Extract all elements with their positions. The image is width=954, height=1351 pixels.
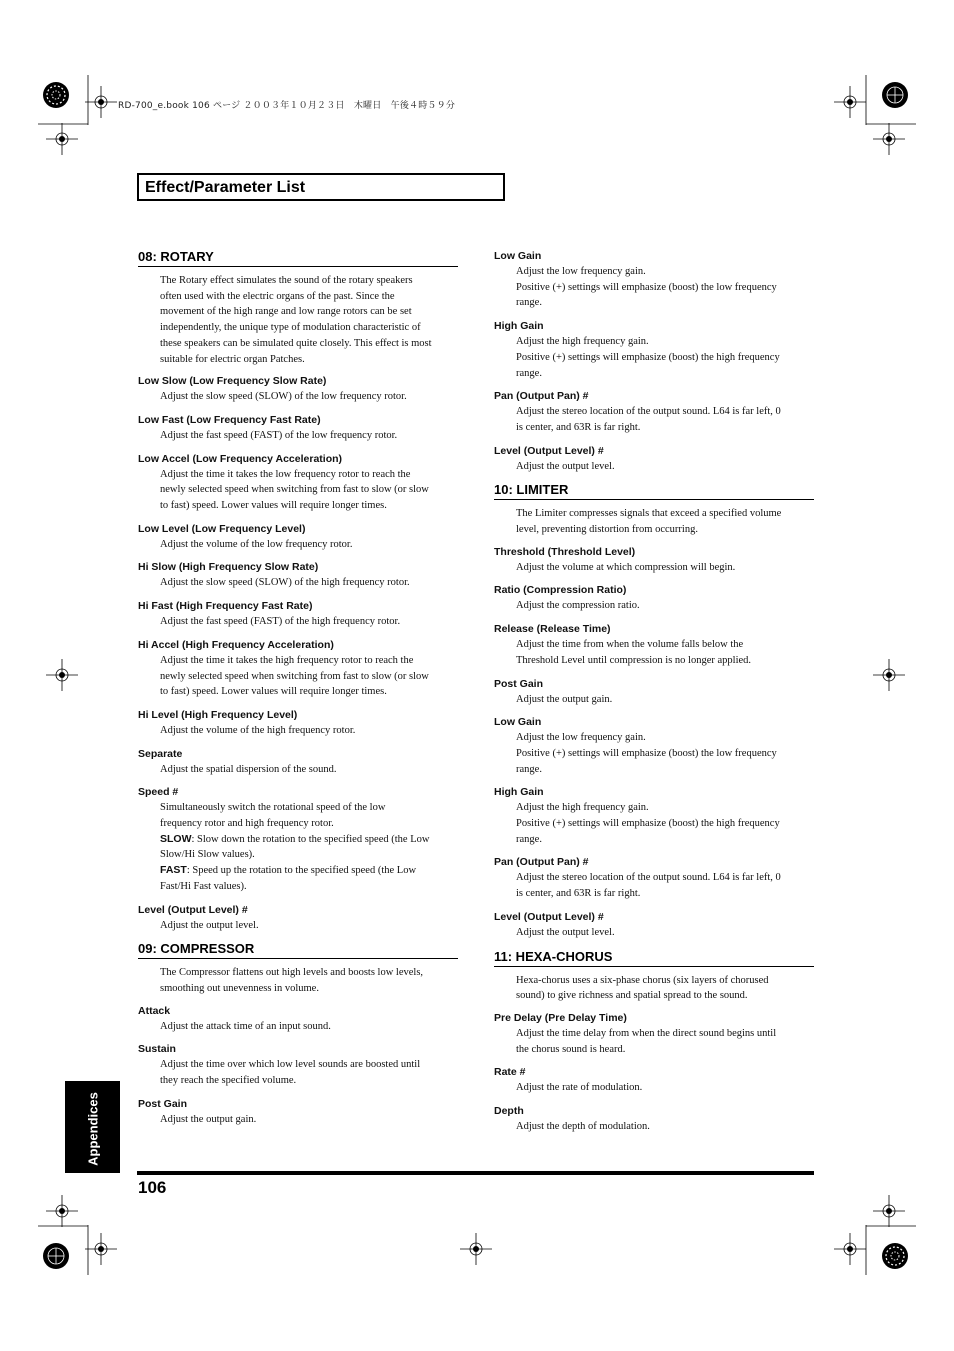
parameter-item bbox=[138, 560, 458, 591]
parameter-description-text: Positive (+) settings will emphasize (boost) the high frequency bbox=[516, 351, 780, 363]
parameter-name: Hi Slow (High Frequency Slow Rate) bbox=[138, 561, 319, 574]
parameter-description-text: range. bbox=[516, 297, 542, 309]
parameter-item bbox=[494, 910, 814, 941]
parameter-description bbox=[516, 295, 814, 311]
parameter-description bbox=[516, 560, 814, 576]
parameter-description-text: is center, and 63R is far right. bbox=[516, 421, 641, 433]
parameter-item bbox=[138, 638, 458, 700]
parameter-description-text: : Slow down the rotation to the specified speed (the Low bbox=[191, 833, 430, 845]
parameter-name: Level (Output Level) # bbox=[494, 444, 604, 457]
parameter-value-keyword: SLOW bbox=[160, 832, 192, 845]
parameter-description-text: range. bbox=[516, 367, 542, 379]
parameter-description bbox=[516, 832, 814, 848]
parameter-description bbox=[516, 730, 814, 746]
parameter-name: Ratio (Compression Ratio) bbox=[494, 584, 627, 597]
section-title-box bbox=[137, 173, 505, 201]
parameter-item bbox=[138, 1004, 458, 1035]
parameter-name: Low Level (Low Frequency Level) bbox=[138, 522, 306, 535]
parameter-description bbox=[516, 1042, 814, 1058]
parameter-description-text: Adjust the fast speed (FAST) of the high frequency rotor. bbox=[160, 616, 401, 628]
parameter-description-text: Positive (+) settings will emphasize (boost) the low frequency bbox=[516, 747, 777, 759]
parameter-name: Speed # bbox=[138, 786, 179, 799]
parameter-description bbox=[516, 350, 814, 366]
intro-line: sound) to give richness and spatial spread to the sound. bbox=[516, 990, 748, 1002]
parameter-description bbox=[516, 334, 814, 350]
parameter-name: Release (Release Time) bbox=[494, 623, 611, 636]
parameter-description-text: Threshold Level until compression is no longer applied. bbox=[516, 654, 752, 666]
parameter-description bbox=[516, 420, 814, 436]
parameter-name: Hi Fast (High Frequency Fast Rate) bbox=[138, 600, 313, 613]
parameter-description-text: Adjust the slow speed (SLOW) of the high frequency rotor. bbox=[160, 577, 410, 589]
parameter-name: Sustain bbox=[138, 1043, 176, 1056]
parameter-description-text: Adjust the slow speed (SLOW) of the low frequency rotor. bbox=[160, 391, 407, 403]
parameter-description-text: Adjust the time over which low level sounds are boosted until bbox=[160, 1059, 421, 1071]
parameter-description bbox=[160, 762, 458, 778]
parameter-value-keyword: FAST bbox=[160, 864, 187, 877]
parameter-description-text: Adjust the high frequency gain. bbox=[516, 336, 649, 348]
parameter-name: Threshold (Threshold Level) bbox=[494, 545, 636, 558]
parameter-name: Depth bbox=[494, 1105, 524, 1118]
parameter-description-text: Adjust the volume at which compression will begin. bbox=[516, 561, 736, 573]
intro-line: Hexa-chorus uses a six-phase chorus (six layers of chorused bbox=[516, 974, 769, 986]
parameter-name: Pan (Output Pan) # bbox=[494, 390, 589, 403]
parameter-description-text: the chorus sound is heard. bbox=[516, 1043, 626, 1055]
parameter-description bbox=[160, 684, 458, 700]
intro-line: The Rotary effect simulates the sound of the rotary speakers bbox=[160, 275, 413, 286]
parameter-description-text: Adjust the stereo location of the output sound. L64 is far left, 0 bbox=[516, 872, 781, 884]
print-header: RD-700_e.book 106 ページ ２００３年１０月２３日 木曜日 午後４時５９分 bbox=[118, 101, 456, 111]
parameter-description bbox=[516, 870, 814, 886]
parameter-name: Low Slow (Low Frequency Slow Rate) bbox=[138, 375, 327, 388]
parameter-name: Separate bbox=[138, 747, 183, 760]
parameter-description-text: to fast) speed. Lower values will require longer times. bbox=[160, 500, 387, 512]
parameter-description bbox=[160, 1019, 458, 1035]
parameter-description-text: Adjust the depth of modulation. bbox=[516, 1121, 650, 1133]
parameter-description bbox=[516, 366, 814, 382]
registration-burst-top-right bbox=[882, 82, 908, 108]
parameter-description-text: frequency rotor and high frequency rotor. bbox=[160, 818, 334, 830]
parameter-description-text: range. bbox=[516, 833, 542, 845]
parameter-description-text: : Speed up the rotation to the specified speed (the Low bbox=[186, 865, 417, 877]
registration-burst-bottom-left bbox=[43, 1243, 69, 1269]
parameter-item bbox=[494, 389, 814, 435]
parameter-description-text: Adjust the volume of the low frequency rotor. bbox=[160, 538, 353, 550]
parameter-item bbox=[138, 903, 458, 934]
parameter-name: Hi Accel (High Frequency Acceleration) bbox=[138, 638, 334, 651]
parameter-description bbox=[160, 800, 458, 816]
parameter-description bbox=[160, 816, 458, 832]
parameter-description bbox=[516, 404, 814, 420]
section-intro bbox=[516, 506, 814, 537]
parameter-name: Pan (Output Pan) # bbox=[494, 856, 589, 869]
parameter-name: Post Gain bbox=[494, 677, 544, 690]
parameter-description bbox=[160, 863, 458, 879]
intro-line: smoothing out unevenness in volume. bbox=[160, 982, 319, 994]
parameter-description bbox=[516, 280, 814, 296]
effect-section bbox=[494, 949, 814, 1135]
parameter-description bbox=[516, 1026, 814, 1042]
parameter-description bbox=[160, 428, 458, 444]
parameter-description bbox=[160, 847, 458, 863]
parameter-description-text: Adjust the output level. bbox=[516, 926, 615, 938]
appendices-tab bbox=[65, 1081, 120, 1173]
parameter-item bbox=[494, 785, 814, 847]
parameter-description bbox=[516, 653, 814, 669]
parameter-description-text: Adjust the high frequency gain. bbox=[516, 802, 649, 814]
section-intro bbox=[160, 273, 458, 367]
parameter-description-text: Adjust the time from when the volume falls below the bbox=[516, 639, 744, 651]
parameter-description bbox=[516, 886, 814, 902]
page-number: 106 bbox=[138, 1178, 167, 1197]
effect-section bbox=[494, 482, 814, 940]
parameter-name: High Gain bbox=[494, 786, 544, 799]
parameter-name: Low Accel (Low Frequency Acceleration) bbox=[138, 452, 343, 465]
parameter-item bbox=[494, 319, 814, 381]
parameter-description bbox=[516, 264, 814, 280]
section-intro bbox=[516, 973, 814, 1004]
section-intro bbox=[160, 965, 458, 996]
parameter-description-text: Adjust the low frequency gain. bbox=[516, 732, 646, 744]
page-title: Effect/Parameter List bbox=[145, 179, 306, 196]
parameter-description-text: Positive (+) settings will emphasize (boost) the low frequency bbox=[516, 281, 777, 293]
parameter-description-text: Slow/Hi Slow values). bbox=[160, 849, 255, 861]
intro-line: The Limiter compresses signals that exceed a specified volume bbox=[516, 508, 782, 520]
parameter-description bbox=[160, 575, 458, 591]
parameter-description-text: Adjust the attack time of an input sound. bbox=[160, 1020, 331, 1032]
parameter-description-text: newly selected speed when switching from fast to slow (or slow bbox=[160, 484, 429, 496]
parameter-description bbox=[516, 925, 814, 941]
intro-line: suitable for electric organ Patches. bbox=[160, 353, 305, 365]
parameter-description bbox=[160, 723, 458, 739]
parameter-description-text: Adjust the rate of modulation. bbox=[516, 1082, 643, 1094]
parameter-description-text: Adjust the output level. bbox=[516, 460, 615, 472]
parameter-description-text: Adjust the output gain. bbox=[160, 1113, 257, 1125]
section-heading: 09: COMPRESSOR bbox=[138, 941, 458, 959]
parameter-description bbox=[160, 1112, 458, 1128]
parameter-item bbox=[494, 1011, 814, 1057]
parameter-item bbox=[138, 374, 458, 405]
parameter-item bbox=[138, 708, 458, 739]
parameter-description bbox=[160, 832, 458, 848]
registration-burst-top-left bbox=[43, 82, 69, 108]
parameter-description bbox=[160, 614, 458, 630]
parameter-item bbox=[138, 413, 458, 444]
parameter-description-text: Adjust the low frequency gain. bbox=[516, 266, 646, 277]
parameter-item bbox=[494, 622, 814, 668]
intro-line: these speakers can be simulated quite closely. This effect is most bbox=[160, 337, 432, 349]
parameter-description-text: Positive (+) settings will emphasize (boost) the high frequency bbox=[516, 818, 780, 830]
parameter-description bbox=[160, 537, 458, 553]
parameter-name: Rate # bbox=[494, 1066, 526, 1079]
section-heading: 08: ROTARY bbox=[138, 249, 458, 267]
parameter-description bbox=[160, 669, 458, 685]
effect-section bbox=[138, 249, 458, 933]
parameter-description bbox=[516, 1119, 814, 1135]
parameter-item bbox=[494, 249, 814, 311]
parameter-description-text: Adjust the volume of the high frequency rotor. bbox=[160, 724, 356, 736]
parameter-description bbox=[516, 816, 814, 832]
parameter-name: Pre Delay (Pre Delay Time) bbox=[494, 1011, 627, 1024]
parameter-description bbox=[160, 1057, 458, 1073]
intro-line: level, preventing distortion from occurring. bbox=[516, 524, 698, 536]
parameter-description bbox=[160, 389, 458, 405]
parameter-item bbox=[494, 1104, 814, 1135]
parameter-description bbox=[516, 598, 814, 614]
parameter-item bbox=[138, 522, 458, 553]
parameter-description bbox=[516, 762, 814, 778]
parameter-description-text: Adjust the stereo location of the output sound. L64 is far left, 0 bbox=[516, 406, 781, 418]
section-heading: 11: HEXA-CHORUS bbox=[494, 949, 814, 967]
parameter-description bbox=[160, 653, 458, 669]
intro-line: often used with the electric organs of the past. Since the bbox=[160, 290, 395, 302]
parameter-item bbox=[138, 452, 458, 514]
parameter-description bbox=[160, 482, 458, 498]
parameter-description-text: Adjust the time it takes the high frequency rotor to reach the bbox=[160, 654, 414, 666]
parameter-item bbox=[494, 677, 814, 708]
parameter-description bbox=[516, 459, 814, 475]
parameter-description bbox=[160, 918, 458, 934]
parameter-name: Hi Level (High Frequency Level) bbox=[138, 708, 298, 721]
parameter-description bbox=[516, 800, 814, 816]
parameter-description-text: they reach the specified volume. bbox=[160, 1075, 297, 1087]
parameter-description-text: is center, and 63R is far right. bbox=[516, 888, 641, 900]
parameter-description-text: Adjust the fast speed (FAST) of the low frequency rotor. bbox=[160, 429, 398, 441]
registration-burst-bottom-right bbox=[882, 1243, 908, 1269]
parameter-description bbox=[516, 692, 814, 708]
effect-section bbox=[494, 249, 814, 474]
parameter-description bbox=[160, 1073, 458, 1089]
parameter-description bbox=[160, 879, 458, 895]
parameter-item bbox=[494, 855, 814, 901]
parameter-description-text: Fast/Hi Fast values). bbox=[160, 880, 247, 892]
parameter-description bbox=[516, 746, 814, 762]
intro-line: movement of the high range and low range rotors can be set bbox=[160, 306, 412, 318]
parameter-description-text: Adjust the time it takes the low frequency rotor to reach the bbox=[160, 468, 411, 480]
parameter-name: Level (Output Level) # bbox=[494, 910, 604, 923]
parameter-item bbox=[138, 1097, 458, 1128]
parameter-name: Low Gain bbox=[494, 716, 542, 729]
parameter-description bbox=[516, 1080, 814, 1096]
parameter-description-text: Adjust the compression ratio. bbox=[516, 600, 640, 612]
left-column bbox=[138, 249, 458, 1136]
parameter-description bbox=[160, 498, 458, 514]
intro-line: independently, the unique type of modulation characteristic of bbox=[160, 322, 421, 334]
parameter-name: Low Gain bbox=[494, 250, 542, 262]
section-heading: 10: LIMITER bbox=[494, 482, 814, 500]
parameter-description-text: Simultaneously switch the rotational speed of the low bbox=[160, 802, 386, 814]
parameter-item bbox=[138, 785, 458, 894]
parameter-name: Level (Output Level) # bbox=[138, 903, 248, 916]
parameter-description-text: to fast) speed. Lower values will require longer times. bbox=[160, 686, 387, 698]
parameter-item bbox=[494, 545, 814, 576]
parameter-description-text: range. bbox=[516, 763, 542, 775]
parameter-name: Low Fast (Low Frequency Fast Rate) bbox=[138, 413, 321, 426]
right-column bbox=[494, 249, 814, 1143]
parameter-description-text: Adjust the output level. bbox=[160, 919, 259, 931]
intro-line: The Compressor flattens out high levels and boosts low levels, bbox=[160, 967, 424, 979]
parameter-item bbox=[494, 715, 814, 777]
parameter-name: Attack bbox=[138, 1004, 171, 1017]
parameter-item bbox=[494, 583, 814, 614]
parameter-item bbox=[138, 599, 458, 630]
parameter-name: High Gain bbox=[494, 320, 544, 333]
parameter-description bbox=[160, 467, 458, 483]
parameter-item bbox=[494, 1065, 814, 1096]
parameter-description-text: Adjust the output gain. bbox=[516, 693, 613, 705]
footer-rule bbox=[137, 1171, 814, 1175]
parameter-item bbox=[494, 444, 814, 475]
appendices-tab-label: Appendices bbox=[85, 1092, 101, 1166]
effect-section bbox=[138, 941, 458, 1127]
parameter-item bbox=[138, 1042, 458, 1088]
parameter-name: Post Gain bbox=[138, 1097, 188, 1110]
parameter-description-text: newly selected speed when switching from fast to slow (or slow bbox=[160, 670, 429, 682]
parameter-description bbox=[516, 637, 814, 653]
parameter-description-text: Adjust the time delay from when the direct sound begins until bbox=[516, 1027, 777, 1039]
parameter-item bbox=[138, 747, 458, 778]
parameter-description-text: Adjust the spatial dispersion of the sound. bbox=[160, 763, 337, 775]
